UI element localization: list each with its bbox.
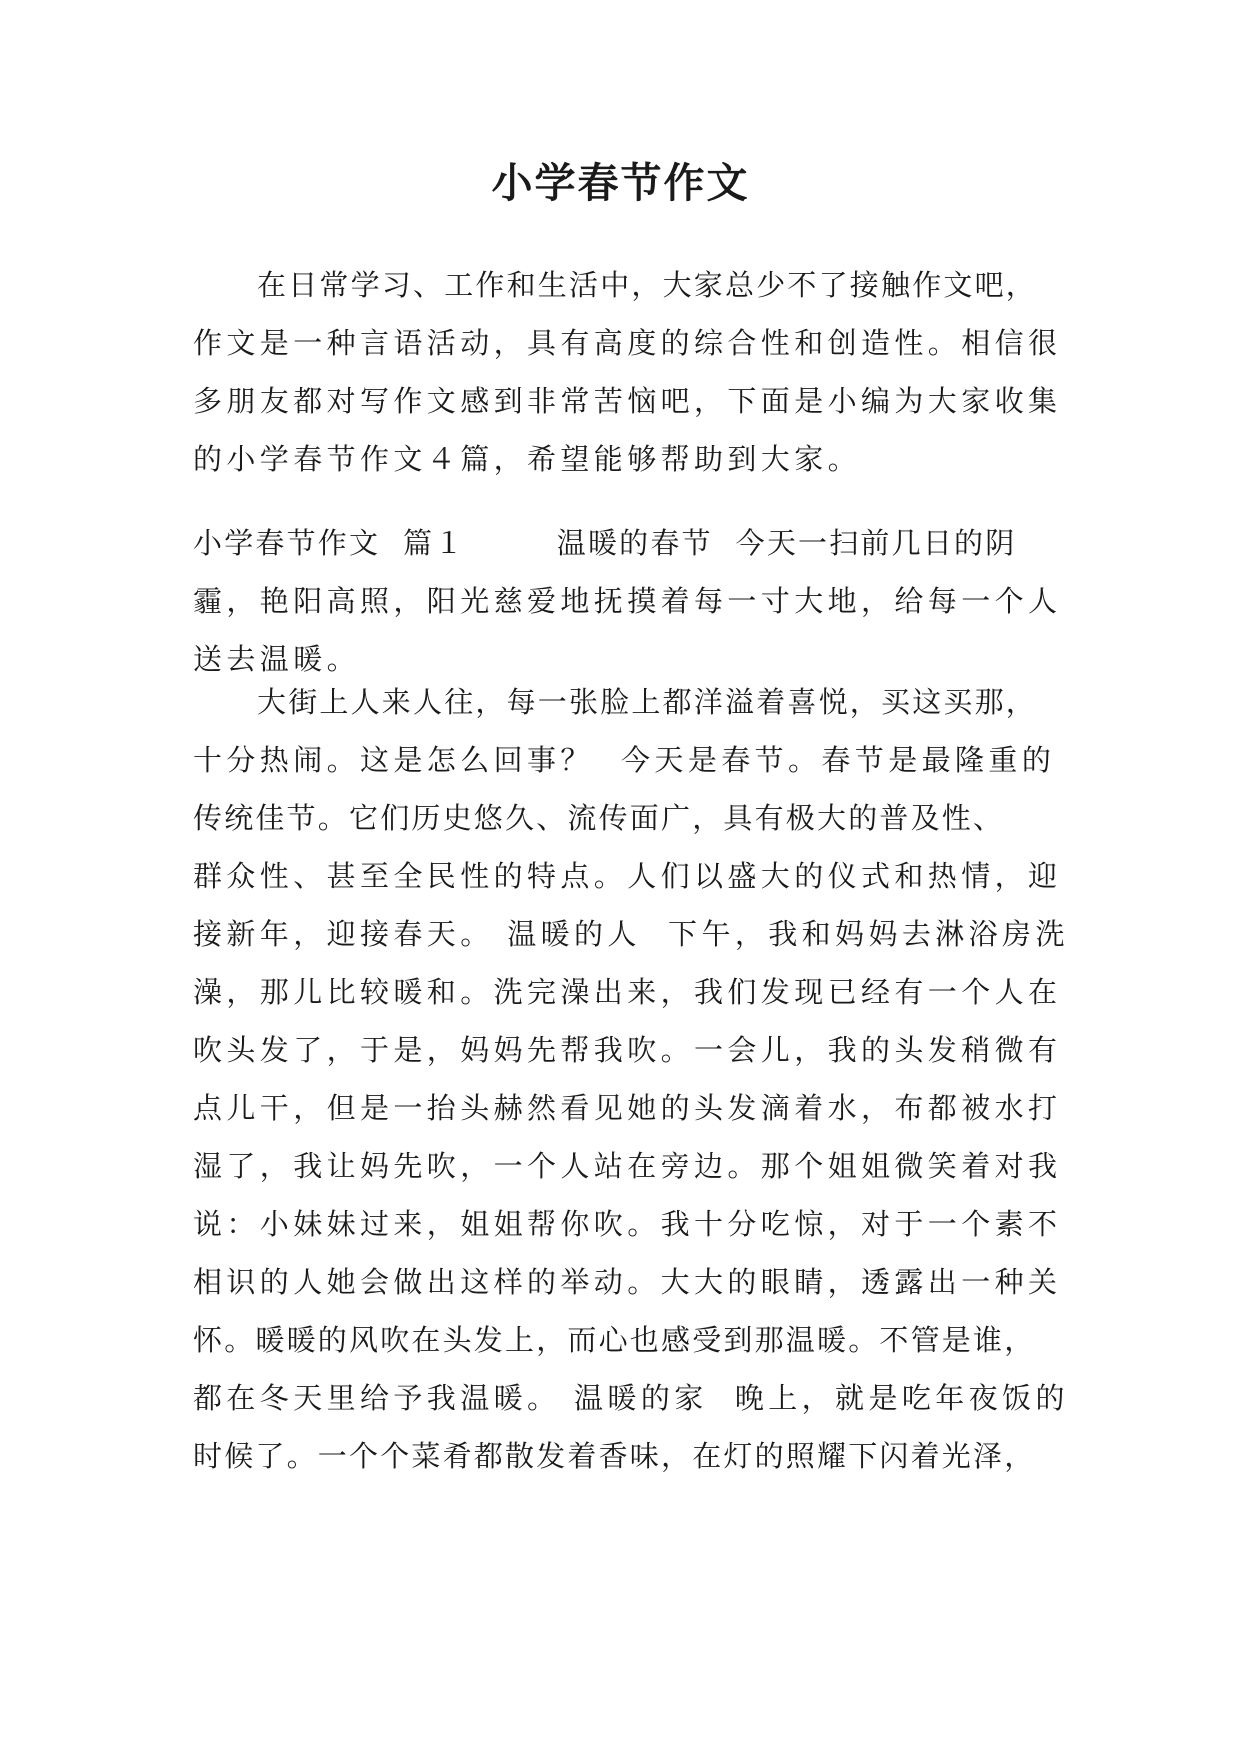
text-line: 的小学春节作文４篇，希望能够帮助到大家。 bbox=[193, 442, 862, 476]
text-line: 小学春节作文 篇１ 温暖的春节 今天一扫前几日的阴 bbox=[193, 526, 1017, 560]
text-line: 时候了。一个个菜肴都散发着香味，在灯的照耀下闪着光泽， bbox=[193, 1439, 1036, 1473]
text-line: 霾，艳阳高照，阳光慈爱地抚摸着每一寸大地，给每一个人 bbox=[193, 584, 1062, 618]
text-line: 点儿干，但是一抬头赫然看见她的头发滴着水，布都被水打 bbox=[193, 1091, 1062, 1125]
text-line: 相识的人她会做出这样的举动。大大的眼睛，透露出一种关 bbox=[193, 1265, 1062, 1299]
text-line: 澡，那儿比较暖和。洗完澡出来，我们发现已经有一个人在 bbox=[193, 975, 1062, 1009]
text-line: 接新年，迎接春天。 温暖的人 下午，我和妈妈去淋浴房洗 bbox=[193, 917, 1069, 951]
text-line: 湿了，我让妈先吹，一个人站在旁边。那个姐姐微笑着对我 bbox=[193, 1149, 1062, 1183]
text-line: 说：小妹妹过来，姐姐帮你吹。我十分吃惊，对于一个素不 bbox=[193, 1207, 1062, 1241]
body-paragraph bbox=[193, 673, 1073, 1485]
text-line: 作文是一种言语活动，具有高度的综合性和创造性。相信很 bbox=[193, 326, 1062, 360]
intro-paragraph bbox=[193, 256, 1073, 488]
text-line: 怀。暖暖的风吹在头发上，而心也感受到那温暖。不管是谁， bbox=[193, 1323, 1036, 1357]
text-line: 在日常学习、工作和生活中，大家总少不了接触作文吧， bbox=[257, 268, 1038, 302]
document-title: 小学春节作文 bbox=[491, 159, 750, 207]
text-line: 都在冬天里给予我温暖。 温暖的家 晚上，就是吃年夜饭的 bbox=[193, 1381, 1069, 1415]
text-line: 十分热闹。这是怎么回事？ 今天是春节。春节是最隆重的 bbox=[193, 743, 1056, 777]
text-line: 群众性、甚至全民性的特点。人们以盛大的仪式和热情，迎 bbox=[193, 859, 1062, 893]
text-line: 传统佳节。它们历史悠久、流传面广，具有极大的普及性、 bbox=[193, 801, 1005, 835]
text-line: 吹头发了，于是，妈妈先帮我吹。一会儿，我的头发稍微有 bbox=[193, 1033, 1062, 1067]
text-line: 多朋友都对写作文感到非常苦恼吧，下面是小编为大家收集 bbox=[193, 384, 1062, 418]
section-heading-paragraph bbox=[193, 514, 1073, 688]
text-line: 大街上人来人往，每一张脸上都洋溢着喜悦，买这买那， bbox=[257, 685, 1038, 719]
text-line: 送去温暖。 bbox=[193, 642, 361, 676]
